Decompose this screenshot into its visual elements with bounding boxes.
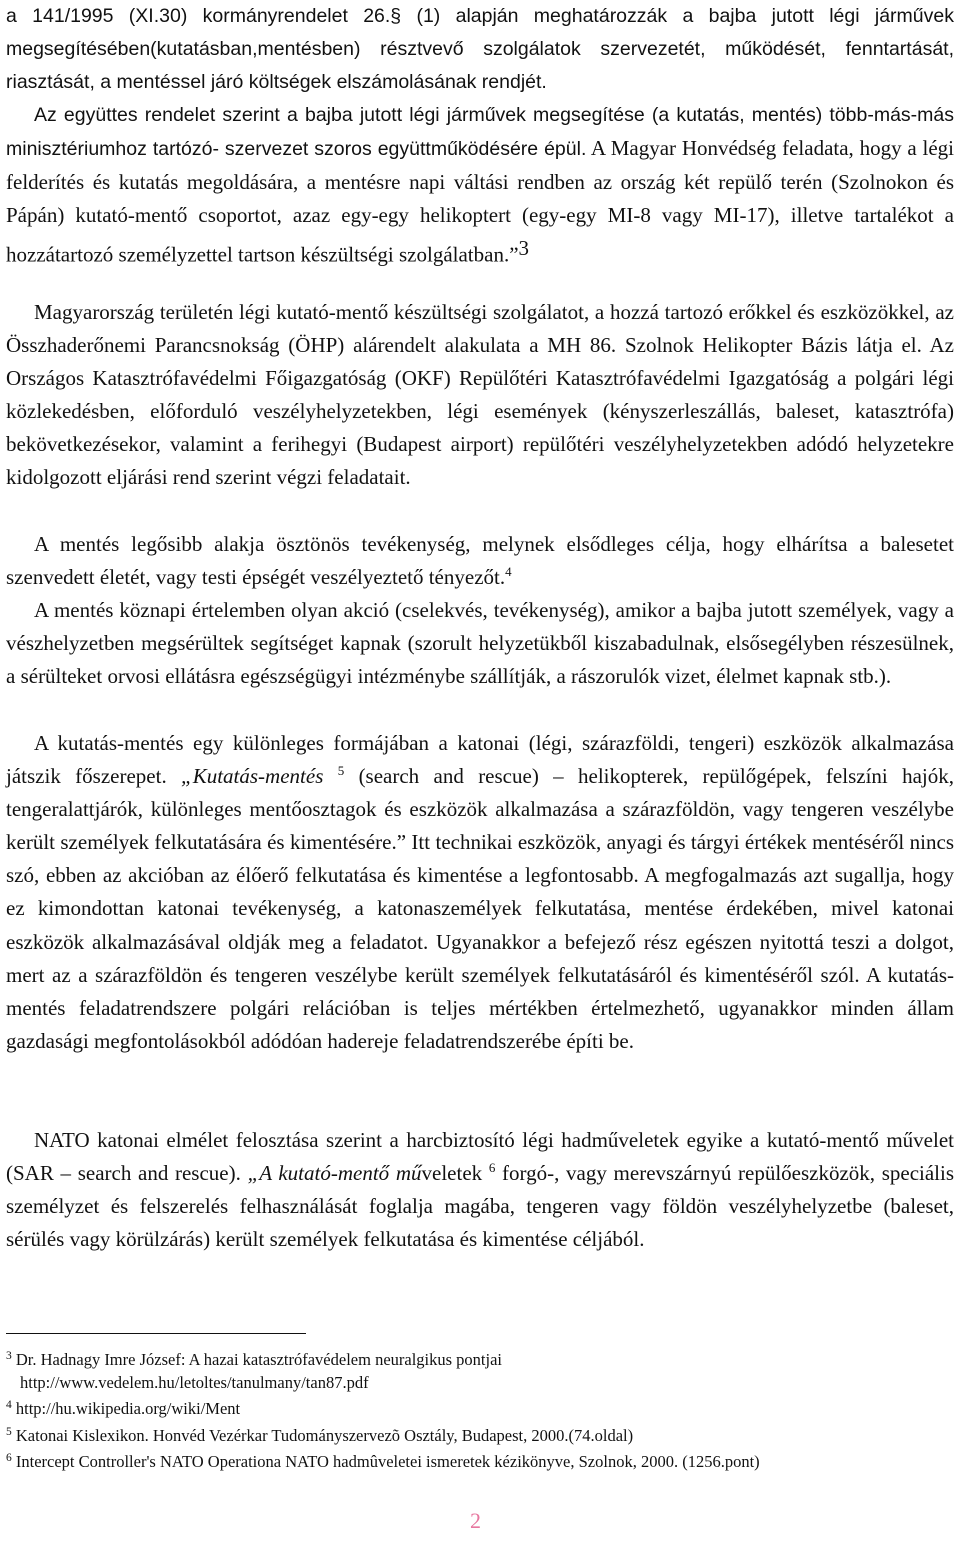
army-task-text: A Magyar Honvédség feladata, hogy a légi felderítés és kutatás megoldására, a mentésre napi váltási rendben az ország két repülő terén (Szolnokon és Pápán) kutató-mentő csoportot, azaz egy-egy helikoptert (egy-egy MI-8 vagy MI-17), illetve tartalékot a hozzátartozó személyzettel tartson készültségi szolgálatban.” (6, 136, 954, 267)
footnote-ref-5: 5 (337, 763, 345, 779)
ancient-rescue-text: A mentés legősibb alakja ösztönös tevékenység, melynek elsődleges célja, hogy elhárítsa a balesetet szenvedett életét, vagy testi épségét veszélyeztető tényezőt. (6, 532, 954, 590)
footnote-text: Intercept Controller's NATO Operationa NATO hadmûveletei ismeretek kézikönyve, Szolnok, 2000. (1256.pont) (15, 1452, 760, 1471)
footnote-item (6, 1447, 954, 1474)
footnote-ref-6: 6 (488, 1160, 496, 1176)
footnotes (6, 1345, 954, 1474)
footnote-text: http://hu.wikipedia.org/wiki/Ment (15, 1399, 241, 1418)
document-page (6, 0, 954, 1541)
footnote-item (6, 1345, 954, 1372)
military-sar-text-a: A kutatás-mentés egy különleges formájában a katonai (légi, szárazföldi, tengeri) eszközök alkalmazása játszik főszerepet. (6, 731, 954, 789)
footnote-text: Dr. Hadnagy Imre József: A hazai katasztrófavédelem neuralgikus pontjai (15, 1350, 502, 1369)
footnote-number: 5 (6, 1425, 12, 1438)
footnote-number: 3 (6, 1350, 12, 1362)
footnote-number: 4 (6, 1399, 12, 1411)
paragraph-ancient-rescue (6, 528, 954, 594)
hungary-service-text: Magyarország területén légi kutató-mentő készültségi szolgálatot, a hozzá tartozó erőkkel és eszközökkel, az Összhaderőnemi Parancsnokság (ÖHP) alárendelt alakulata a MH 86. Szolnok Helikopter Bázis látja el. Az Országos Katasztrófavédelmi Főigazgatóság (OKF) Repülőtéri Katasztrófavédelmi Igazgatóság a polgári légi közlekedésben, előforduló veszélyhelyzetekben, légi események (kényszerleszállás, baleset, katasztrófa) bekövetkezésekor, valamint a ferihegyi (Budapest airport) repülőtéri veszélyhelyzetekben adódó helyzetekre kidolgozott eljárási rend szerint végzi feladatait. (6, 300, 954, 490)
everyday-rescue-text: A mentés köznapi értelemben olyan akció (cselekvés, tevékenység), amikor a bajba jutott személyek, vagy a vészhelyzetben megsérültek segítséget kapnak (szorult helyzetükből kiszabadulnak, elsősegélyben részesülnek, a sérülteket orvosi ellátásra egészségügyi intézménybe szállítják, a rászorulók vizet, élelmet kapnak stb.). (6, 598, 954, 689)
intro-paragraph (6, 0, 954, 99)
footnote-number: 6 (6, 1452, 12, 1464)
paragraph-hungary-service (6, 296, 954, 495)
cooperation-text: Az együttes rendelet szerint a bajba jutott légi járművek megsegítése (a kutatás, mentés) több-más-más minisztériumhoz tartózó- szervezet szoros együttműködésére épül. (6, 104, 954, 160)
paragraph-cooperation (6, 99, 954, 272)
footnote-item (6, 1372, 954, 1395)
sar-term-italic: „Kutatás-mentés (181, 764, 324, 789)
footnote-separator (6, 1333, 306, 1334)
nato-text-c: forgó-, vagy merevszárnyú repülőeszközök, speciális személyzet és felszerelés felhasználását foglalja magába, tengeren vagy földön veszélyhelyzetbe (baleset, sérülés vagy körülzárás) került személyek felkutatása és kimentése céljából. (6, 1161, 955, 1252)
footnote-ref-3: 3 (518, 236, 530, 261)
intro-text: a 141/1995 (XI.30) kormányrendelet 26.§ (1) alapján meghatározzák a bajba jutott légi járművek megsegítésében(kutatásban,mentésben) résztvevő szolgálatok szervezetét, működését, fenntartását, riasztását, a mentéssel járó költségek elszámolásának rendjét. (6, 5, 954, 93)
footnote-text: http://www.vedelem.hu/letoltes/tanulmany/tan87.pdf (20, 1372, 369, 1392)
footnote-item (6, 1394, 954, 1421)
footnote-ref-4: 4 (505, 564, 512, 580)
military-sar-text-b: (search and rescue) – helikopterek, repülőgépek, felszíni hajók, tengeralattjárók, különleges mentőosztagok és eszközök alkalmazása a szárazföldön, vagy tengeren veszélybe került személyek felkutatására és kimentésére.” Itt technikai eszközök, anyagi és tárgyi értékek mentéséről nincs szó, ebben az akcióban az élőerő felkutatása és kimentése a legfontosabb. A megfogalmazás azt sugallja, hogy ez kimondottan katonai tevékenység, a katonaszemélyek felkutatása, mentése érdekében, mivel katonai eszközök alkalmazásával oldják meg a feladatot. Ugyanakkor a befejező rész egészen nyitottá teszi a dolgot, mert az a szárazföldön és tengeren veszélybe került személyek felkutatásáról és kimentéséről szól. A kutatás-mentés feladatrendszere polgári relációban is teljes mértékben értelmezhető, ugyanakkor minden állam gazdasági megfontolásokból adódóan hadereje feladatrendszerébe építi be. (6, 764, 954, 1053)
paragraph-military-sar (6, 727, 954, 1058)
nato-term-italic: „A kutató-mentő mű (247, 1161, 422, 1186)
footnote-item (6, 1421, 954, 1448)
page-number: 2 (470, 1508, 481, 1533)
paragraph-nato-theory (6, 1124, 954, 1256)
nato-text-a: NATO katonai elmélet felosztása szerint a harcbiztosító légi hadműveletek egyike a kutató-mentő művelet (SAR – search and rescue). (6, 1128, 954, 1186)
paragraph-everyday-rescue (6, 594, 954, 693)
nato-term-rest: veletek (421, 1161, 483, 1186)
footnote-text: Katonai Kislexikon. Honvéd Vezérkar Tudományszervezõ Osztály, Budapest, 2000.(74.oldal) (15, 1425, 634, 1445)
